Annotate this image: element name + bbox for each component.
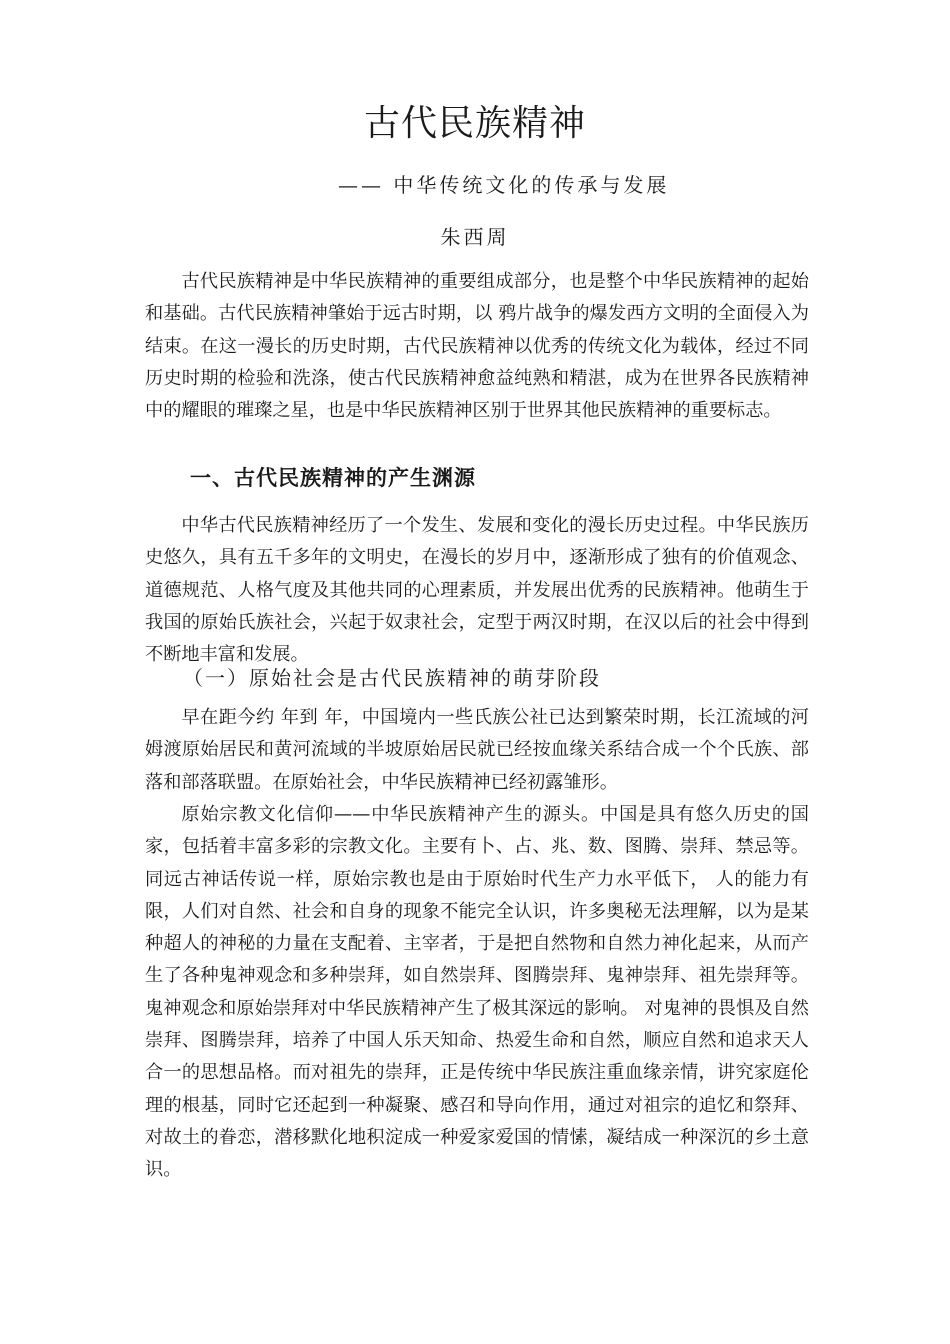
body-paragraph: 中华古代民族精神经历了一个发生、发展和变化的漫长历史过程。中华民族历史悠久，具有五千多年的文明史，在漫长的岁月中，逐渐形成了独有的价值观念、道德规范、人格气度及其他共同的心理素质，并发展出优秀的民族精神。他萌生于我国的原始氏族社会，兴起于奴隶社会，定型于两汉时期，在汉以后的社会中得到不断地丰富和发展。 [145, 515, 809, 666]
author-name: 朱西周 [440, 225, 510, 249]
document-subtitle: —— 中华传统文化的传承与发展 [338, 173, 670, 197]
intro-paragraph: 古代民族精神是中华民族精神的重要组成部分，也是整个中华民族精神的起始和基础。古代民族精神肇始于远古时期，以 鸦片战争的爆发西方文明的全面侵入为结束。在这一漫长的历史时期，古代民族精神以优秀的传统文化为载体，经过不同历史时期的检验和洗涤，使古代民族精神愈益纯熟和精湛，成为在世界各民族精神中的耀眼的璀璨之星，也是中华民族精神区别于世界其他民族精神的重要标志。 [145, 271, 809, 422]
body-paragraph: 原始宗教文化信仰——中华民族精神产生的源头。中国是具有悠久历史的国家，包括着丰富多彩的宗教文化。主要有卜、占、兆、数、图腾、崇拜、禁忌等。同远古神话传说一样，原始宗教也是由于原始时代生产力水平低下， 人的能力有限，人们对自然、社会和自身的现象不能完全认识，许多奥秘无法理解，以为是某种超人的神秘的力量在支配着、主宰者，于是把自然物和自然力神化起来，从而产生了各种鬼神观念和多种崇拜，如自然崇拜、图腾崇拜、鬼神崇拜、祖先崇拜等。鬼神观念和原始崇拜对中华民族精神产生了极其深远的影响。 对鬼神的畏惧及自然崇拜、图腾崇拜，培养了中国人乐天知命、热爱生命和自然，顺应自然和追求天人合一的思想品格。而对祖先的崇拜，正是传统中华民族注重血缘亲情，讲究家庭伦理的根基，同时它还起到一种凝聚、感召和导向作用，通过对祖宗的追忆和祭拜、对故土的眷恋，潜移默化地积淀成一种爱家爱国的情愫，凝结成一种深沉的乡土意识。 [145, 804, 809, 1181]
body-paragraph: 早在距今约 年到 年，中国境内一些氏族公社已达到繁荣时期，长江流域的河姆渡原始居民和黄河流域的半坡原始居民就已经按血缘关系结合成一个个氏族、部落和部落联盟。在原始社会，中华民族精神已经初露雏形。 [145, 707, 809, 793]
document-title: 古代民族精神 [363, 103, 586, 144]
section-heading-origins: 一、古代民族精神的产生渊源 [190, 466, 476, 490]
subsection-heading-primitive-society: （一）原始社会是古代民族精神的萌芽阶段 [183, 666, 601, 690]
